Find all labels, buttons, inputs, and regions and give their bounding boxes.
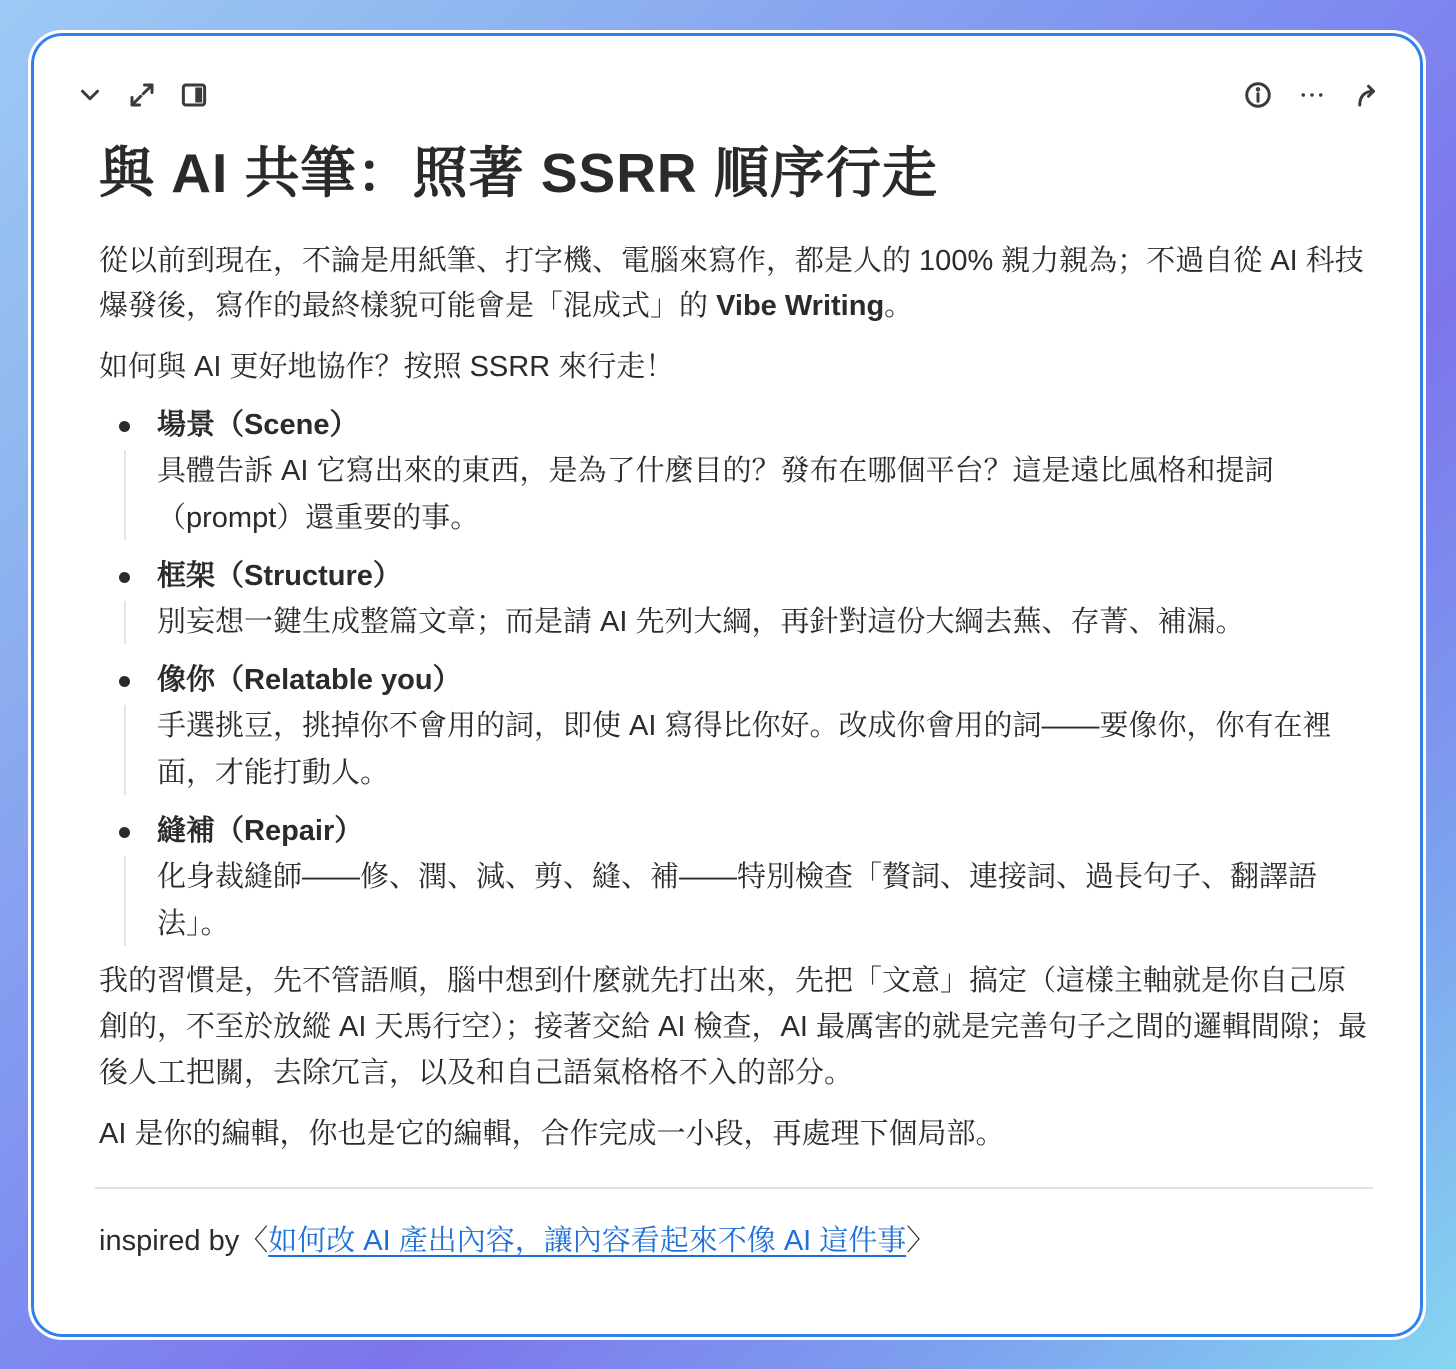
credit-prefix: inspired by〈 xyxy=(99,1225,269,1257)
list-item-description: 別妄想一鍵生成整篇文章；而是請 AI 先列大綱，再針對這份大綱去蕪、存菁、補漏。 xyxy=(157,599,1369,646)
source-link[interactable]: 如何改 AI 產出內容，讓內容看起來不像 AI 這件事 xyxy=(268,1225,907,1257)
bullet-icon xyxy=(119,827,130,838)
list-item-title: 像你（Relatable you） xyxy=(157,664,462,696)
lead-paragraph: 如何與 AI 更好地協作？按照 SSRR 來行走！ xyxy=(99,351,675,383)
list-item-description: 手選挑豆，挑掉你不會用的詞，即使 AI 寫得比你好。改成你會用的詞——要像你，你有在裡面，才能打動人。 xyxy=(157,703,1369,797)
list-item xyxy=(99,809,1369,948)
intro-text: 從以前到現在，不論是用紙筆、打字機、電腦來寫作，都是人的 100% 親力親為；不過自從 AI 科技爆發後，寫作的最終樣貌可能會是「混成式」的 xyxy=(99,245,1364,322)
article-content xyxy=(99,133,1369,1264)
divider xyxy=(95,1187,1373,1189)
share-icon[interactable] xyxy=(1346,75,1386,115)
page-title: 與 AI 共筆：照著 SSRR 順序行走 xyxy=(99,142,938,204)
intro-period: 。 xyxy=(884,290,914,322)
note-panel xyxy=(28,30,1426,1340)
credit-line xyxy=(99,1219,1369,1264)
chevron-down-icon[interactable] xyxy=(70,75,110,115)
ssrr-list xyxy=(99,403,1369,948)
list-item-title: 框架（Structure） xyxy=(157,560,402,592)
panel-toolbar xyxy=(31,75,1423,115)
list-item-description: 化身裁縫師——修、潤、減、剪、縫、補——特別檢查「贅詞、連接詞、過長句子、翻譯語法」。 xyxy=(157,854,1369,948)
credit-suffix: 〉 xyxy=(906,1225,936,1257)
list-item-description: 具體告訴 AI 它寫出來的東西，是為了什麼目的？發布在哪個平台？這是遠比風格和提詞（prompt）還重要的事。 xyxy=(157,448,1369,542)
list-item xyxy=(99,658,1369,797)
list-item xyxy=(99,403,1369,542)
bullet-icon xyxy=(119,572,130,583)
list-item xyxy=(99,554,1369,646)
habit-paragraph: 我的習慣是，先不管語順，腦中想到什麼就先打出來，先把「文意」搞定（這樣主軸就是你自己原創的，不至於放縱 AI 天馬行空）；接著交給 AI 檢查，AI 最厲害的就是完善句子之間的邏輯間隙；最後人工把關，去除冗言，以及和自己語氣格格不入的部分。 xyxy=(99,965,1367,1089)
intro-emphasis: Vibe Writing xyxy=(716,290,885,322)
bullet-icon xyxy=(119,676,130,687)
editor-paragraph: AI 是你的編輯，你也是它的編輯，合作完成一小段，再處理下個局部。 xyxy=(99,1118,1005,1150)
more-icon[interactable] xyxy=(1292,75,1332,115)
bullet-icon xyxy=(119,421,130,432)
list-item-title: 縫補（Repair） xyxy=(157,815,364,847)
list-item-title: 場景（Scene） xyxy=(157,409,359,441)
intro-paragraph xyxy=(99,239,1369,329)
info-icon[interactable] xyxy=(1238,75,1278,115)
side-panel-icon[interactable] xyxy=(174,75,214,115)
expand-icon[interactable] xyxy=(122,75,162,115)
